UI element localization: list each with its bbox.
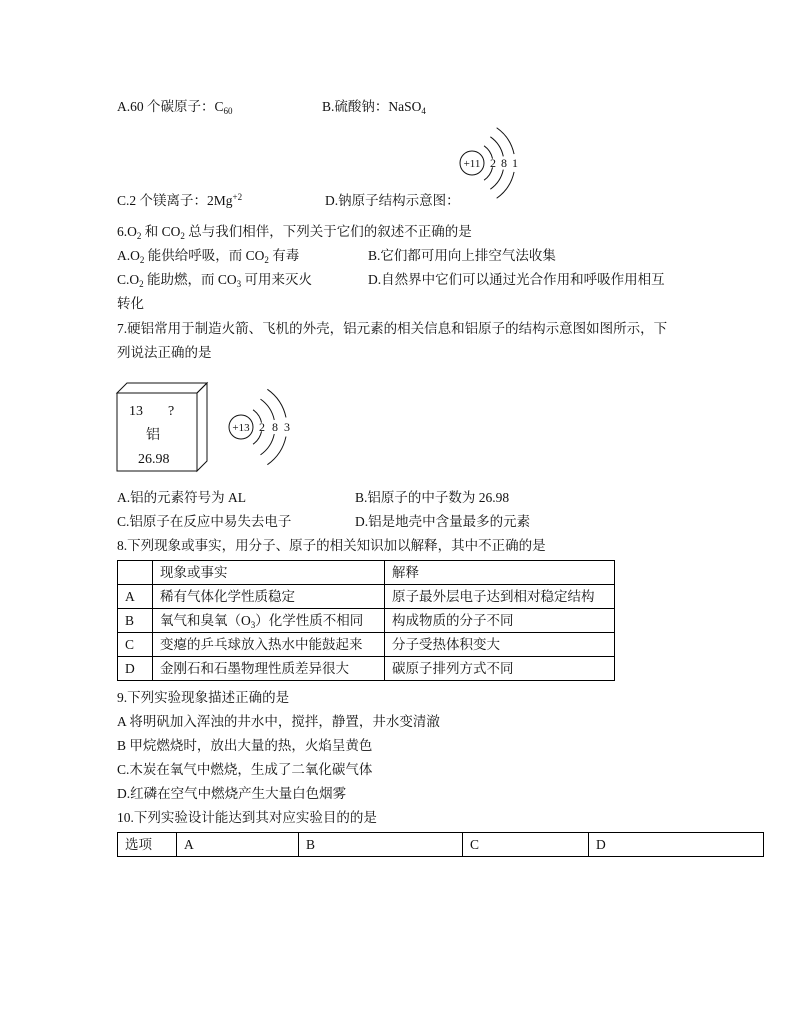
q6-option-a-subscript: 2 bbox=[139, 255, 145, 265]
aluminum-nucleus-charge: +13 bbox=[232, 422, 250, 434]
q7-option-c: C.铝原子在反应中易失去电子 bbox=[117, 514, 292, 529]
table-row bbox=[118, 633, 615, 657]
q5-option-c bbox=[117, 193, 242, 209]
q10-header-b: B bbox=[299, 833, 463, 857]
q10-table-header-row bbox=[118, 833, 764, 857]
q9-option-b: B 甲烷燃烧时，放出大量的热，火焰呈黄色 bbox=[117, 738, 373, 753]
q8-row-label: B bbox=[118, 609, 153, 633]
q10-header-c: C bbox=[463, 833, 589, 857]
q5-option-b bbox=[322, 99, 426, 115]
q7-option-b: B.铝原子的中子数为 26.98 bbox=[355, 490, 510, 505]
q6-stem-part: 总与我们相伴，下列关于它们的叙述不正确的是 bbox=[184, 224, 472, 239]
q6-option-c-part: 能助燃，而 CO bbox=[143, 272, 237, 287]
q6-option-c bbox=[117, 272, 312, 288]
aluminum-shell-3-electrons: 3 bbox=[284, 420, 290, 434]
element-card-name: 铝 bbox=[146, 428, 160, 443]
q6-option-a-subscript: 2 bbox=[264, 255, 269, 265]
q7-option-a: A.铝的元素符号为 AL bbox=[117, 490, 246, 505]
q9-option-d: D.红磷在空气中燃烧产生大量白色烟雾 bbox=[117, 786, 347, 801]
q6-option-c-subscript: 2 bbox=[139, 279, 144, 289]
q8-table bbox=[117, 560, 615, 681]
q8-row-label: C bbox=[118, 633, 153, 657]
q8-row-explanation: 分子受热体积变大 bbox=[385, 633, 615, 657]
q7-option-d: D.铝是地壳中含量最多的元素 bbox=[355, 514, 531, 529]
q6-stem-part: 和 CO bbox=[141, 224, 181, 239]
q8-row-label: A bbox=[118, 585, 153, 609]
sodium-nucleus-charge: +11 bbox=[463, 158, 481, 170]
q8-header-explanation: 解释 bbox=[385, 561, 615, 585]
q8-row-explanation: 原子最外层电子达到相对稳定结构 bbox=[385, 585, 615, 609]
q10-header-option: 选项 bbox=[118, 833, 177, 857]
element-card-symbol: ? bbox=[168, 404, 175, 419]
q6-option-b: B.它们都可用向上排空气法收集 bbox=[368, 248, 556, 263]
q8-table-header-row bbox=[118, 561, 615, 585]
q8-stem: 8.下列现象或事实，用分子、原子的相关知识加以解释，其中不正确的是 bbox=[117, 538, 546, 553]
q5-option-b-text: B.硫酸钠：NaSO bbox=[322, 99, 422, 114]
q6-stem-subscript: 2 bbox=[136, 231, 142, 241]
q8-row-explanation: 构成物质的分子不同 bbox=[385, 609, 615, 633]
q7-stem-line-1: 7.硬铝常用于制造火箭、飞机的外壳，铝元素的相关信息和铝原子的结构示意图如图所示，下 bbox=[117, 321, 668, 336]
q9-option-a: A 将明矾加入浑浊的井水中，搅拌，静置，井水变清澈 bbox=[117, 714, 440, 729]
table-row bbox=[118, 585, 615, 609]
q6-option-c-subscript: 3 bbox=[236, 279, 242, 289]
element-card-atomic-mass: 26.98 bbox=[138, 452, 170, 467]
element-card-top-face bbox=[117, 383, 207, 393]
q5-option-c-text: C.2 个镁离子：2Mg bbox=[117, 193, 233, 208]
q5-option-a-text: A.60 个碳原子：C bbox=[117, 99, 224, 114]
q8-row-fact-subscript: 3 bbox=[250, 619, 256, 630]
q8-row-fact-part: ）化学性质不相同 bbox=[255, 612, 364, 628]
q6-option-d-continued: 转化 bbox=[117, 296, 144, 311]
q10-header-d: D bbox=[589, 833, 764, 857]
q8-header-fact: 现象或事实 bbox=[153, 561, 385, 585]
q8-row-fact: 稀有气体化学性质稳定 bbox=[153, 585, 385, 609]
q8-row-fact bbox=[153, 609, 385, 633]
q6-option-c-part: C.O bbox=[117, 272, 140, 287]
q6-option-a-part: A.O bbox=[117, 248, 140, 263]
q5-option-a bbox=[117, 99, 233, 115]
q5-option-b-subscript: 4 bbox=[421, 106, 426, 116]
q5-option-d: D.钠原子结构示意图： bbox=[325, 193, 460, 208]
aluminum-shell-2-electrons: 8 bbox=[272, 420, 278, 434]
q6-stem-part: 6.O bbox=[117, 224, 137, 239]
table-row bbox=[118, 657, 615, 681]
q6-stem-subscript: 2 bbox=[180, 231, 185, 241]
sodium-atom-diagram bbox=[455, 120, 530, 205]
q6-stem bbox=[117, 224, 472, 240]
q7-stem-line-2: 列说法正确的是 bbox=[117, 345, 212, 360]
element-card-side-face bbox=[197, 383, 207, 471]
aluminum-atom-diagram bbox=[224, 380, 299, 475]
q8-row-fact-part: 氧气和臭氧（O bbox=[160, 612, 251, 628]
q10-header-a: A bbox=[177, 833, 299, 857]
q5-option-c-superscript: +2 bbox=[232, 192, 243, 202]
sodium-shell-1-electrons: 2 bbox=[490, 156, 496, 170]
sodium-shell-3-electrons: 1 bbox=[512, 156, 518, 170]
q9-stem: 9.下列实验现象描述正确的是 bbox=[117, 690, 290, 705]
table-row bbox=[118, 609, 615, 633]
aluminum-shell-1-electrons: 2 bbox=[259, 420, 265, 434]
q8-row-fact: 金刚石和石墨物理性质差异很大 bbox=[153, 657, 385, 681]
q5-option-a-subscript: 60 bbox=[223, 106, 233, 116]
q6-option-a-part: 能供给呼吸，而 CO bbox=[144, 248, 265, 263]
q8-row-explanation: 碳原子排列方式不同 bbox=[385, 657, 615, 681]
q9-option-c: C.木炭在氧气中燃烧，生成了二氧化碳气体 bbox=[117, 762, 373, 777]
q10-stem: 10.下列实验设计能达到其对应实验目的的是 bbox=[117, 810, 377, 825]
q6-option-a-part: 有毒 bbox=[268, 248, 300, 263]
sodium-shell-2-electrons: 8 bbox=[501, 156, 507, 170]
q10-table bbox=[117, 832, 764, 857]
q6-option-d: D.自然界中它们可以通过光合作用和呼吸作用相互 bbox=[368, 272, 665, 287]
q8-header-blank-cell bbox=[118, 561, 153, 585]
q8-row-fact: 变瘪的乒乓球放入热水中能鼓起来 bbox=[153, 633, 385, 657]
q6-option-c-part: 可用来灭火 bbox=[241, 272, 313, 287]
element-card-atomic-number: 13 bbox=[129, 404, 143, 419]
q6-option-a bbox=[117, 248, 299, 264]
q8-row-label: D bbox=[118, 657, 153, 681]
